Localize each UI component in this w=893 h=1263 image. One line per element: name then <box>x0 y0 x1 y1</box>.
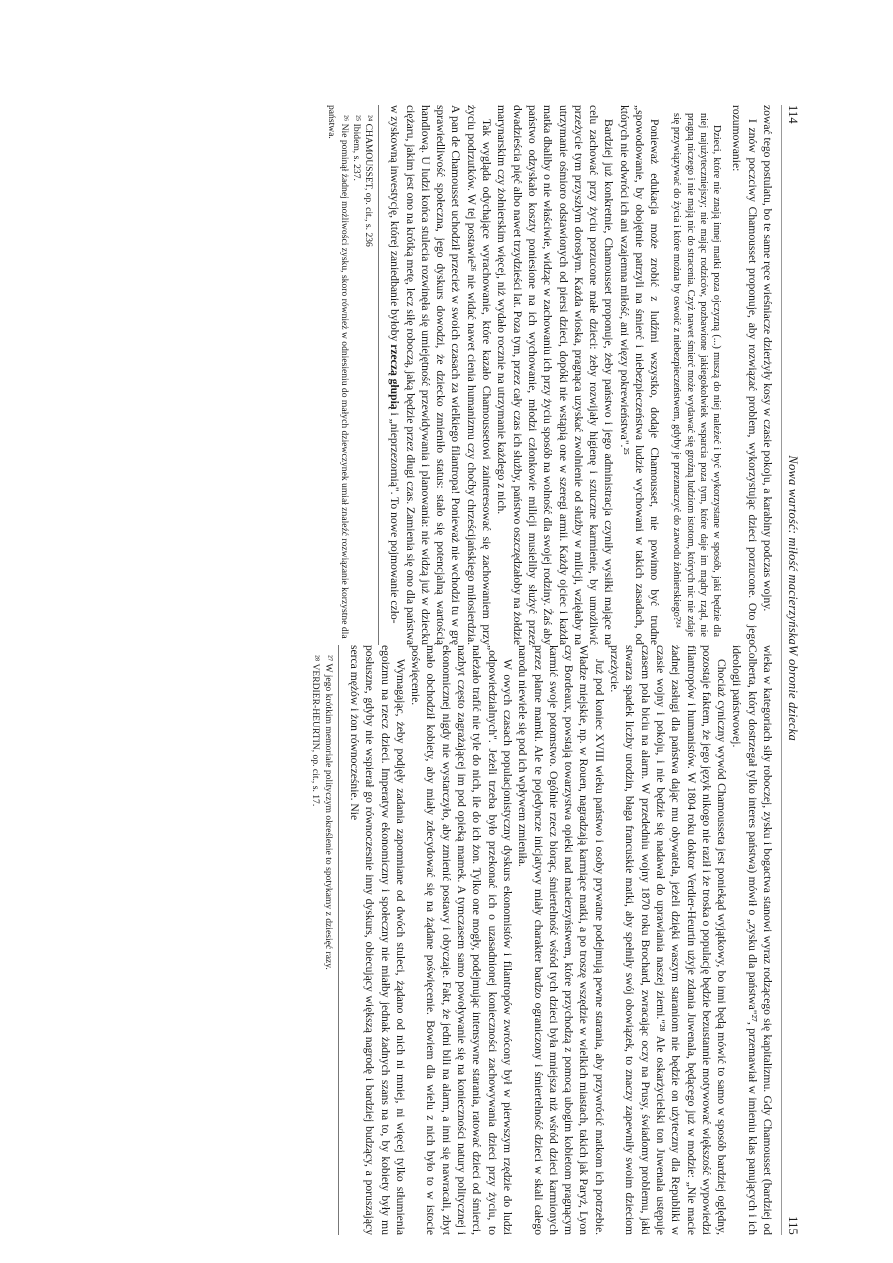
page-number-left: 114 <box>786 105 800 124</box>
paragraph <box>387 105 494 645</box>
body-text-right <box>347 645 775 1235</box>
paragraph: zować tego postulatu, bo te same ręce wieśniacze dzierżyły kosy w czasie pokoju, a karabiny podczas wojny. <box>761 105 774 612</box>
footnote: ²⁴ CHAMOUSSET, op. cit., s. 236 <box>362 115 374 247</box>
footnotes-right <box>309 645 338 1235</box>
paragraph: I znów poczciwy Chamousset proponuje, aby rozwiązać problem, wykorzystując dzieci porzucone. Oto jego rozumowanie: <box>730 105 759 645</box>
page-114 <box>45 105 800 645</box>
running-title-right: W obronie dziecka <box>786 645 800 741</box>
footnote: ²⁶ Nie pominął żadnej możliwości zysku, skoro również w odniesieniu do małych dziewczynek umiał znaleźć rozwiązanie korzystne dla państwa. <box>326 105 350 639</box>
paragraph: Ponieważ edukacja może zrobić z ludźmi wszystko, dodaje Chamousset, nie powinno być trudne „spowodowanie, by obojętnie patrzyli na śmierć i niebezpieczeństwa ludzie wychowani w takich zasadach, od których nie odwróci ich ani wzajemna miłość, ani więzy pokrewieństwa".²⁵ <box>617 105 662 645</box>
paragraph: Bardziej już konkretnie, Chamousset proponuje, żeby państwo i jego administracja czyniły wysiłki mające na celu zachować przy życiu porzucone małe dzieci: żeby rozwijały higienę i sztuczne karmienie, by umożliwić przeżycie tym przyszłym dorosłym. Każda wioska, pragnąca uzyskać zwolnienie od służby w milicji, wzięłaby na utrzymanie ośmioro odstawionych od piersi dzieci, dopóki nie wstąpią one w szeregi armii. Każdy ojciec i każda matka dbaliby o nie właściwie, widząc w zachowaniu ich przy życiu sposób na wolność dla swojej rodziny. Żaś aby państwo odzyskało koszty poniesione na ich wychowanie, młodzi członkowie milicji musieliby służyć przez dwadzieścia pięć albo nawet trzydzieści lat. Poza tym, przez cały czas ich służby, państwo oszczędzałoby na żołdzie marynarskim czy żołnierskim więcej, niż wydało rocznie na utrzymanie każdego z nich. <box>495 105 616 645</box>
page-number-right: 115 <box>786 1216 800 1235</box>
footnote: ²⁵ Ibidem, s. 237. <box>350 115 362 181</box>
footnotes-left <box>325 105 379 645</box>
paragraph: Chociaż cyniczny wywód Chamousseta jest poniekąd wyjątkowy, bo inni będą mówić to samo w sposób bardziej oględny, pozostaje faktem, że jego język nikogo nie raził i że troska o populację będzie bezustannie motywować większość wypowiedzi filantropów i humanistów. W 1804 roku doktor Verdier-Heurtin użyje zdania Juwenala, będącego już w modzie: „Nie macie żadnej zasługi dla państwa dając mu obywatela, jeżeli dzięki waszym staraniom nie będzie on użyteczny dla Republiki w czasie wojny i pokoju, i nie będzie się nadawał do uprawiania naszej ziemi."²⁸ Ale oskarżycielski ton Juwenala ustępuje czasem pola biciu na alarm. W przededniu wojny 1870 roku Brochard, zwracając oczy na Prusy, świadomy problemu, jaki stwarza spadek liczby urodzin, błaga francuskie matki, aby spełniły swój obowiązek, to znaczy zapewniły swoim dzieciom przeżycie. <box>608 645 729 1235</box>
block-quote: Dzieci, które nie znają innej matki poza ojczyzną (...) muszą do niej należeć i być wykorzystane w sposób, jaki będzie dla niej najużyteczniejszy; nie mając rodziców, pozbawione jakiegokolwiek wsparcia poza tym, które daje im mądry rząd, nie pragną niczego i nie mają nic do stracenia. Czyż nawet śmierć może wydawać się groźną ludziom istotom, których nic nie zdaje się przywiązywać do życia i które można by oswoić z niebezpieczeństwem, gdyby je przeznaczyć do zawodu żołnierskiego?²⁴ <box>671 113 723 637</box>
page-115 <box>45 645 800 1235</box>
running-title-left: Nowa wartość: miłość macierzyńska <box>786 455 800 645</box>
emphasis: rzeczą głupią <box>388 344 402 410</box>
paragraph: Już pod koniec XVIII wieku państwo i osoby prywatne podejmują pewne starania, aby przywrócić matkom ich potrzebie. Władze miejskie, np. w Rouen, nagradzają karmiące matki, a po troszę wszędzie w wielkich miastach, takich jak Paryż, Lyon czy Bordeaux, powstają towarzystwa opieki nad macierzyństwem, które przychodzą z pomocą ubogim kobietom pragnącym karmić swoje potomstwo. Ogólnie rzecz biorąc, śmiertelność wśród tych dzieci była mniejsza niż wśród dzieci karmionych przez płatne mamki. Ale te pojedyncze inicjatywy miały charakter bardzo ograniczony i śmiertelność dzieci w skali całego narodu niewiele się pod ich wpływem zmieniła. <box>516 645 606 1235</box>
footnote: ²⁸ VERDIER-HEURTIN, op. cit., s. 17. <box>310 655 322 807</box>
paragraph-text: i „nieprzezornią". To nowe pojmowanie czło- <box>388 409 402 624</box>
running-head-right <box>781 645 800 1235</box>
paragraph: wieka w kategoriach siły roboczej, zysku i bogactwa stanowi wyraz rodzącego się kapitalizmu. Gdy Chamousset (bardziej od Colberta, który dostrzegał tylko interes państwa) mówił o „zysku dla państwa"²⁷, przemawiał w imieniu klas panujących i ich ideologii państwowej. <box>730 645 774 1235</box>
footnote: ²⁷ W jego krótkim memoriale polityczym określenie to spotykamy z dziesięć razy. <box>322 655 334 970</box>
paragraph: W owych czasach populacjonistyczny dyskurs ekonomistów i filantropów zwrócony był w pierwszym rzędzie do ludzi „odpowiedzialnych". Jeżeli trzeba było przekonać ich o uzasadnionej konieczności zachowywania dzieci przy życiu, to należało trafić nie tyle do nich, ile do ich żon. Tylko one mogły, podejmując intensywne starania, ratować dzieci od śmierci, nazbyt często zagrażającej im pod opieką mamek. A tymczasem samo powoływanie się na konieczności natury politycznej i ekonomicznej nigdy nie wystarczyło, aby zmienić postawy i obyczaje. Fakt, że jedni bili na alarm, a inni się nawracali, zbyt mało obchodził kobiety, aby miały zdecydować się na żądane poświęcenie. Bowiem dla wielu z nich było to w istocie poświęcenie. <box>409 645 514 1235</box>
paragraph-text: Tak wygląda odychające wyrachowanie, które kazało Chamoussetowi zainteresować się zachowaniem przy życiu podrzutków. W tej postawie²⁶ nie widać nawet cienia humanizmu czy choćby chrześcijańskiego miłosierdzia. A pan de Chamousset uchodził przecież w swoich czasach za wielkiego filantropa! Ponieważ nie wchodzi tu w grę sprawiedliwość społeczna, jego dyskurs dowodzi, że dziecko zmieniło status: stało się potencjalną wartością handlową. U ludzi końca stulecia rozwinęła się umiejętność przewidywania i planowania: nie widzą już w dziecku ciężaru, jakim jest ono na krótką metę, lecz siłę roboczą, jaką będzie przez długi czas. Zamienia się ono dla państwa w zyskowną inwestycję, której zaniedbanie byłoby <box>388 105 494 645</box>
running-head-left <box>781 105 800 645</box>
paragraph: Wymagając, żeby podjęły zadania zapomniane od dwóch stuleci, żądano od nich ni mniej, ni więcej tylko stłumienia egoizmu na rzecz dzieci. Imperatyw ekonomiczny i społeczny nie miałby jednak żadnych szans na to, by kobiety były mu posłuszne, gdyby nie wspierał go równoczesnie inny dyskurs, obiecujący większą nagrodę i bardziej budzący, a poruszający serca mężów i żon równocześnie. Nie <box>347 645 407 1235</box>
body-text-left <box>387 105 775 645</box>
